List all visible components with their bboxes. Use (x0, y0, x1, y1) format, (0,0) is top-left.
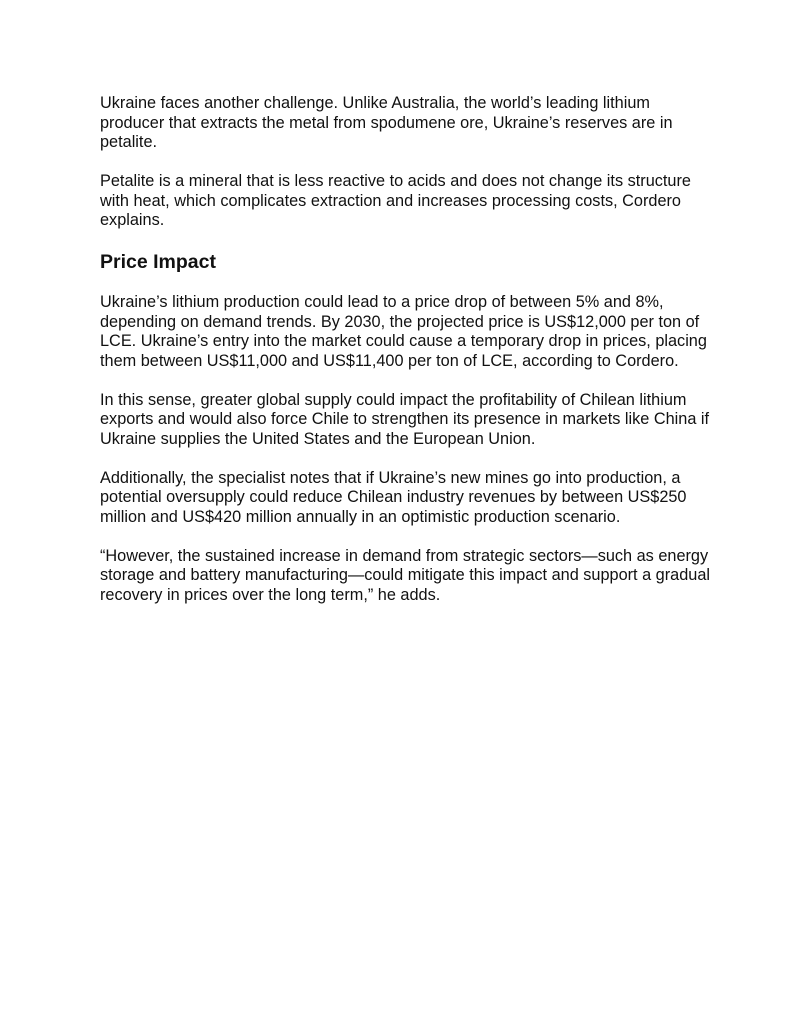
paragraph-lithium-challenge: Ukraine faces another challenge. Unlike Australia, the world’s leading lithium producer that extracts the metal from spodumene ore, Ukraine’s reserves are in petalite. (100, 94, 673, 151)
paragraph-global-supply: In this sense, greater global supply could impact the profitability of Chilean lithium exports and would also force Chile to strengthen its presence in markets like China if Ukraine supplies the United States and the European Union. (100, 390, 710, 448)
paragraph-price-drop: Ukraine’s lithium production could lead to a price drop of between 5% and 8%, depending on demand trends. By 2030, the projected price is US$12,000 per ton of LCE. Ukraine’s entry into the market could cause a temporary drop in prices, placing them between US$11,000 and US$11,400 per ton of LCE, according to Cordero. (100, 293, 707, 370)
paragraph-demand-quote: “However, the sustained increase in demand from strategic sectors—such as energy storage and battery manufacturing—could mitigate this impact and support a gradual recovery in prices over the long term,” he adds. (100, 546, 710, 604)
paragraph-petalite: Petalite is a mineral that is less reactive to acids and does not change its structure with heat, which complicates extraction and increases processing costs, Cordero explains. (100, 172, 691, 229)
section-heading-price-impact: Price Impact (100, 251, 216, 273)
document-page (100, 94, 710, 625)
paragraph-oversupply: Additionally, the specialist notes that if Ukraine’s new mines go into production, a potential oversupply could reduce Chilean industry revenues by between US$250 million and US$420 million annually in an optimistic production scenario. (100, 468, 687, 526)
